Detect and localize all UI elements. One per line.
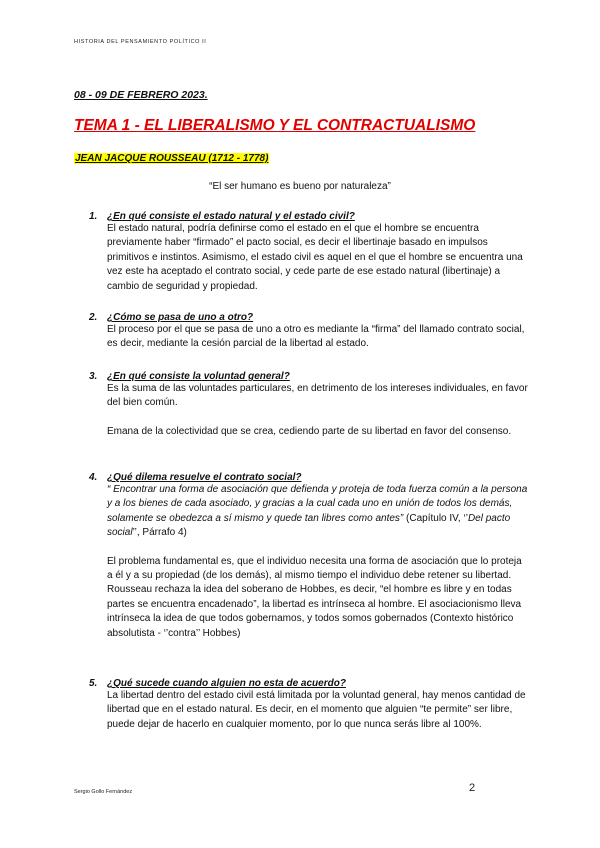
citation-text: “ Encontrar una forma de asociación que defienda y proteja de toda fuerza común a la persona y a los bienes de cada asociado, y gracias a la cual cada uno en unión de todos los demás, solamente se obedezca a sí mismo y quede tan libres como antes” [107, 484, 528, 524]
question-number: 5. [89, 678, 98, 689]
question-1 [89, 211, 529, 294]
citation-ref-title: Del pacto social [107, 512, 511, 539]
citation-paragraph [107, 483, 529, 541]
question-title: ¿Qué dilema resuelve el contrato social? [107, 472, 302, 483]
epigraph-quote: “El ser humano es bueno por naturaleza” [209, 181, 391, 192]
citation-ref: (Capítulo IV, ‘’ [403, 512, 468, 524]
question-5 [89, 678, 529, 732]
author-heading: JEAN JACQUE ROUSSEAU (1712 - 1778) [75, 153, 269, 164]
question-3 [89, 371, 529, 439]
answer-paragraph: Es la suma de las voluntades particulares, en detrimento de los intereses individuales, en favor del bien común. [107, 383, 528, 409]
question-number: 3. [89, 371, 98, 382]
question-2 [89, 312, 529, 352]
answer-paragraph: El problema fundamental es, que el individuo necesita una forma de asociación que lo proteja a él y a su propiedad (de los demás), al mismo tiempo el individuo debe retener su libertad. Rousseau rechaza la idea del soberano de Hobbes, es decir, “el hombre es libre y en todas partes se encuentra encadenado”, la libertad es intrínseca al hombre. El asociacionismo lleva intrínseca la idea de que todos gobernamos, y todos somos gobernados (Contexto histórico absolutista - ‘’contra’’ Hobbes) [107, 555, 522, 639]
question-number: 2. [89, 312, 98, 323]
question-number: 1. [89, 211, 98, 222]
answer-paragraph: El estado natural, podría definirse como el estado en el que el hombre se encuentra previamente haber “firmado” el pacto social, es decir el libertinaje basado en impulsos primitivos e instintos. Asimismo, el estado civil es aquel en el que el hombre se encuentra una vez este ha aceptado el contrato social, y cede parte de ese estado natural (libertinaje) a cambio de seguridad y propiedad. [107, 223, 523, 292]
answer-paragraph: Emana de la colectividad que se crea, cediendo parte de su libertad en favor del consenso. [107, 425, 512, 437]
page-header: HISTORIA DEL PENSAMIENTO POLÍTICO II [74, 39, 207, 45]
lecture-date: 08 - 09 DE FEBRERO 2023. [74, 89, 208, 101]
answer-paragraph: La libertad dentro del estado civil está limitada por la voluntad general, hay menos cantidad de libertad que en el estado natural. Es decir, en el momento que alguien “te permite” ser libre, puede dejar de hacerlo en cualquier momento, por lo que nunca serás libre al 100%. [107, 690, 526, 730]
answer-paragraph: El proceso por el que se pasa de uno a otro es mediante la “firma” del llamado contrato social, es decir, mediante la cesión parcial de la libertad al estado. [107, 324, 525, 350]
topic-title: TEMA 1 - EL LIBERALISMO Y EL CONTRACTUALISMO [74, 117, 476, 134]
page-number: 2 [469, 782, 476, 794]
question-title: ¿Qué sucede cuando alguien no esta de acuerdo? [107, 678, 346, 689]
citation-ref: ’’, Párrafo 4) [132, 527, 187, 539]
question-number: 4. [89, 472, 98, 483]
question-4 [89, 472, 529, 641]
footer-author: Sergio Gollo Fernández [74, 789, 133, 795]
question-title: ¿Cómo se pasa de uno a otro? [107, 312, 254, 323]
question-title: ¿En qué consiste el estado natural y el estado civil? [107, 211, 355, 222]
question-title: ¿En qué consiste la voluntad general? [107, 371, 290, 382]
